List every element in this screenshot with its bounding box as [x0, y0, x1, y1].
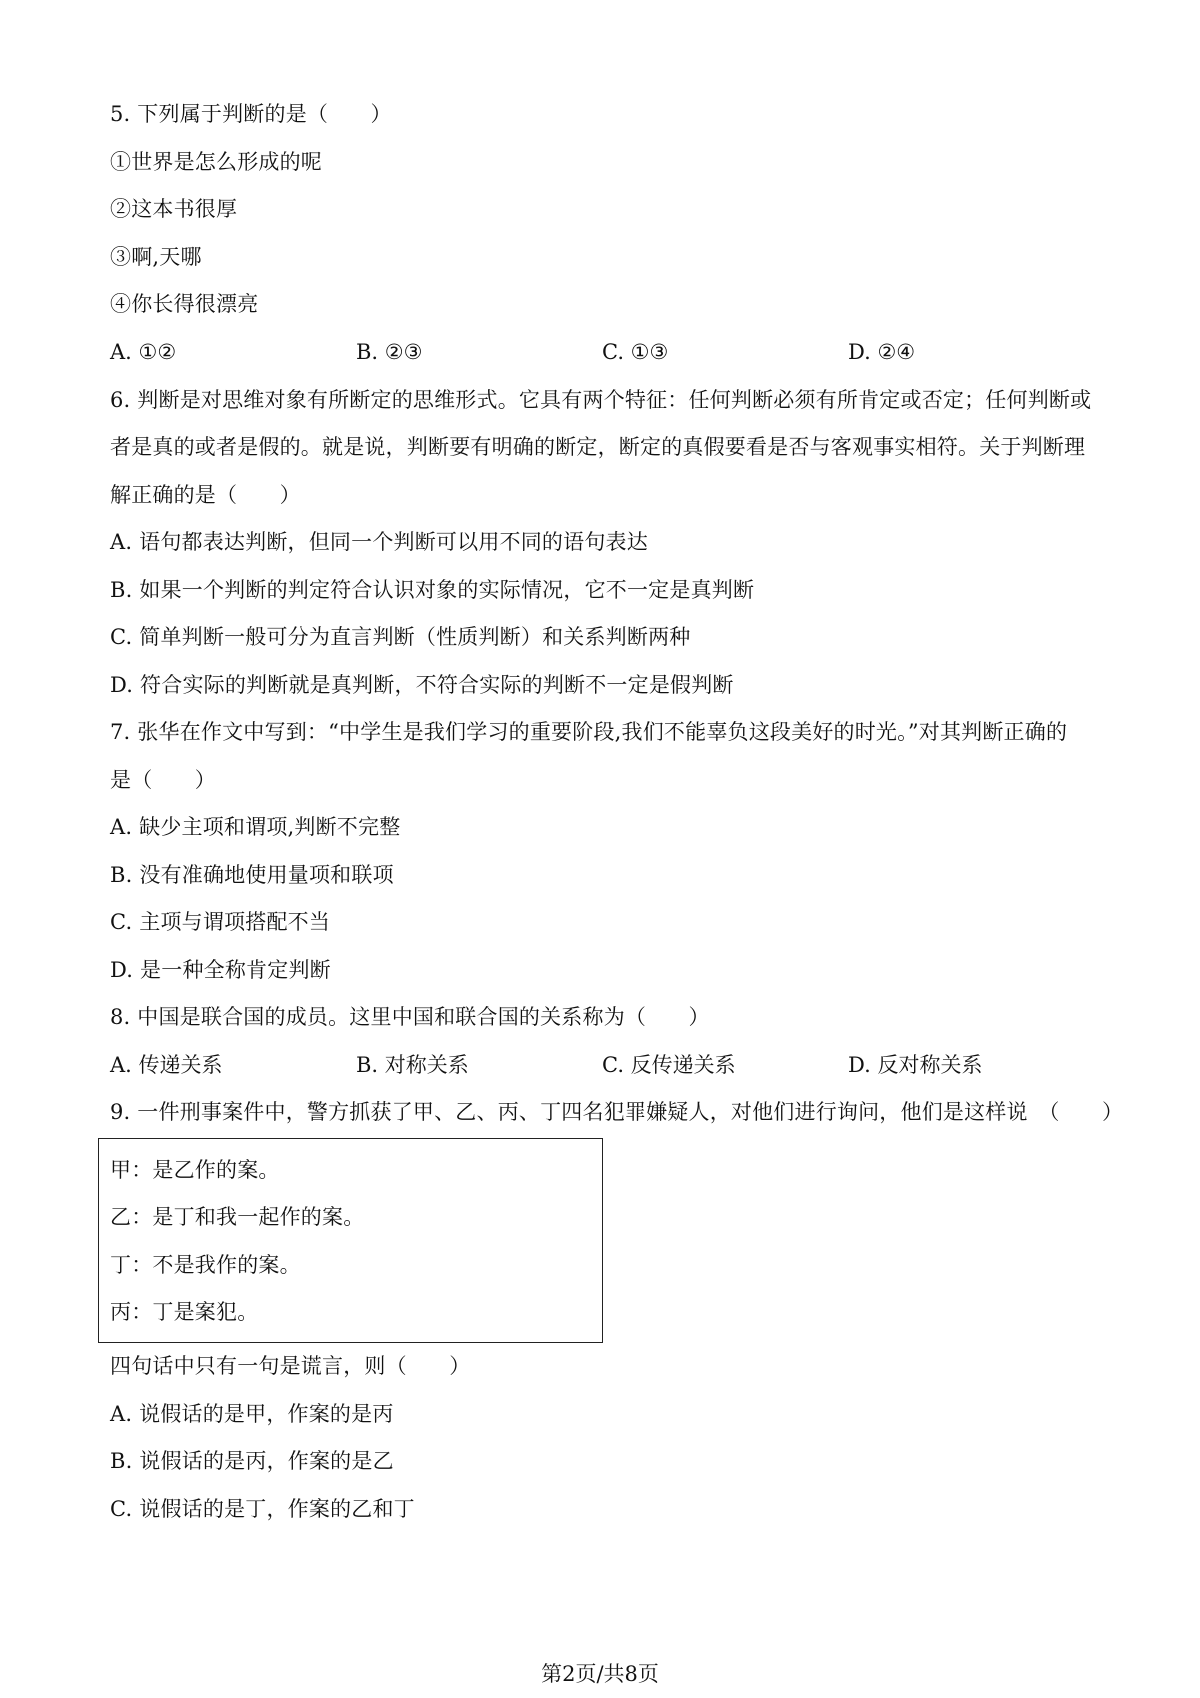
- q8-option-c: C. 反传递关系: [602, 1053, 736, 1077]
- q5-item-2: ②这本书很厚: [110, 197, 238, 221]
- q5-item-1: ①世界是怎么形成的呢: [110, 150, 322, 174]
- q5-option-a: A. ①②: [110, 340, 177, 364]
- q9-statement-bing: 丙：丁是案犯。: [110, 1300, 259, 1324]
- q9-stem: 9. 一件刑事案件中，警方抓获了甲、乙、丙、丁四名犯罪嫌疑人，对他们进行询问，他们是这样说 （ ）: [110, 1100, 1124, 1124]
- q9-option-b: B. 说假话的是丙，作案的是乙: [110, 1449, 394, 1473]
- q7-option-c: C. 主项与谓项搭配不当: [110, 910, 331, 934]
- q5-item-4: ④你长得很漂亮: [110, 292, 259, 316]
- q6-stem-line-3: 解正确的是（ ）: [110, 483, 301, 507]
- q9-followup: 四句话中只有一句是谎言，则（ ）: [110, 1354, 471, 1378]
- q6-option-d: D. 符合实际的判断就是真判断，不符合实际的判断不一定是假判断: [110, 673, 734, 697]
- q6-stem-line-1: 6. 判断是对思维对象有所断定的思维形式。它具有两个特征：任何判断必须有所肯定或否定；任何判断或: [110, 388, 1092, 412]
- q8-stem: 8. 中国是联合国的成员。这里中国和联合国的关系称为（ ）: [110, 1005, 710, 1029]
- q5-option-b: B. ②③: [356, 340, 423, 364]
- q7-stem-line-1: 7. 张华在作文中写到：“中学生是我们学习的重要阶段,我们不能辜负这段美好的时光。”对其判断正确的: [110, 720, 1068, 744]
- q7-stem-line-2: 是（ ）: [110, 768, 216, 792]
- q5-option-c: C. ①③: [602, 340, 669, 364]
- q8-option-d: D. 反对称关系: [848, 1053, 983, 1077]
- q8-option-b: B. 对称关系: [356, 1053, 469, 1077]
- q6-stem-line-2: 者是真的或者是假的。就是说，判断要有明确的断定，断定的真假要看是否与客观事实相符。关于判断理: [110, 435, 1086, 459]
- q5-option-d: D. ②④: [848, 340, 916, 364]
- q5-stem: 5. 下列属于判断的是（ ）: [110, 102, 392, 126]
- page-number: 第2页/共8页: [541, 1662, 659, 1686]
- q9-option-a: A. 说假话的是甲，作案的是丙: [110, 1402, 394, 1426]
- q9-statement-jia: 甲：是乙作的案。: [110, 1158, 280, 1182]
- q7-option-a: A. 缺少主项和谓项,判断不完整: [110, 815, 401, 839]
- q6-option-a: A. 语句都表达判断，但同一个判断可以用不同的语句表达: [110, 530, 648, 554]
- q9-option-c: C. 说假话的是丁，作案的乙和丁: [110, 1497, 415, 1521]
- q9-statement-ding: 丁：不是我作的案。: [110, 1253, 301, 1277]
- q8-option-a: A. 传递关系: [110, 1053, 223, 1077]
- q9-statement-yi: 乙：是丁和我一起作的案。: [110, 1205, 365, 1229]
- q7-option-b: B. 没有准确地使用量项和联项: [110, 863, 394, 887]
- q6-option-b: B. 如果一个判断的判定符合认识对象的实际情况，它不一定是真判断: [110, 578, 755, 602]
- q5-item-3: ③啊,天哪: [110, 245, 202, 269]
- q7-option-d: D. 是一种全称肯定判断: [110, 958, 331, 982]
- q6-option-c: C. 简单判断一般可分为直言判断（性质判断）和关系判断两种: [110, 625, 691, 649]
